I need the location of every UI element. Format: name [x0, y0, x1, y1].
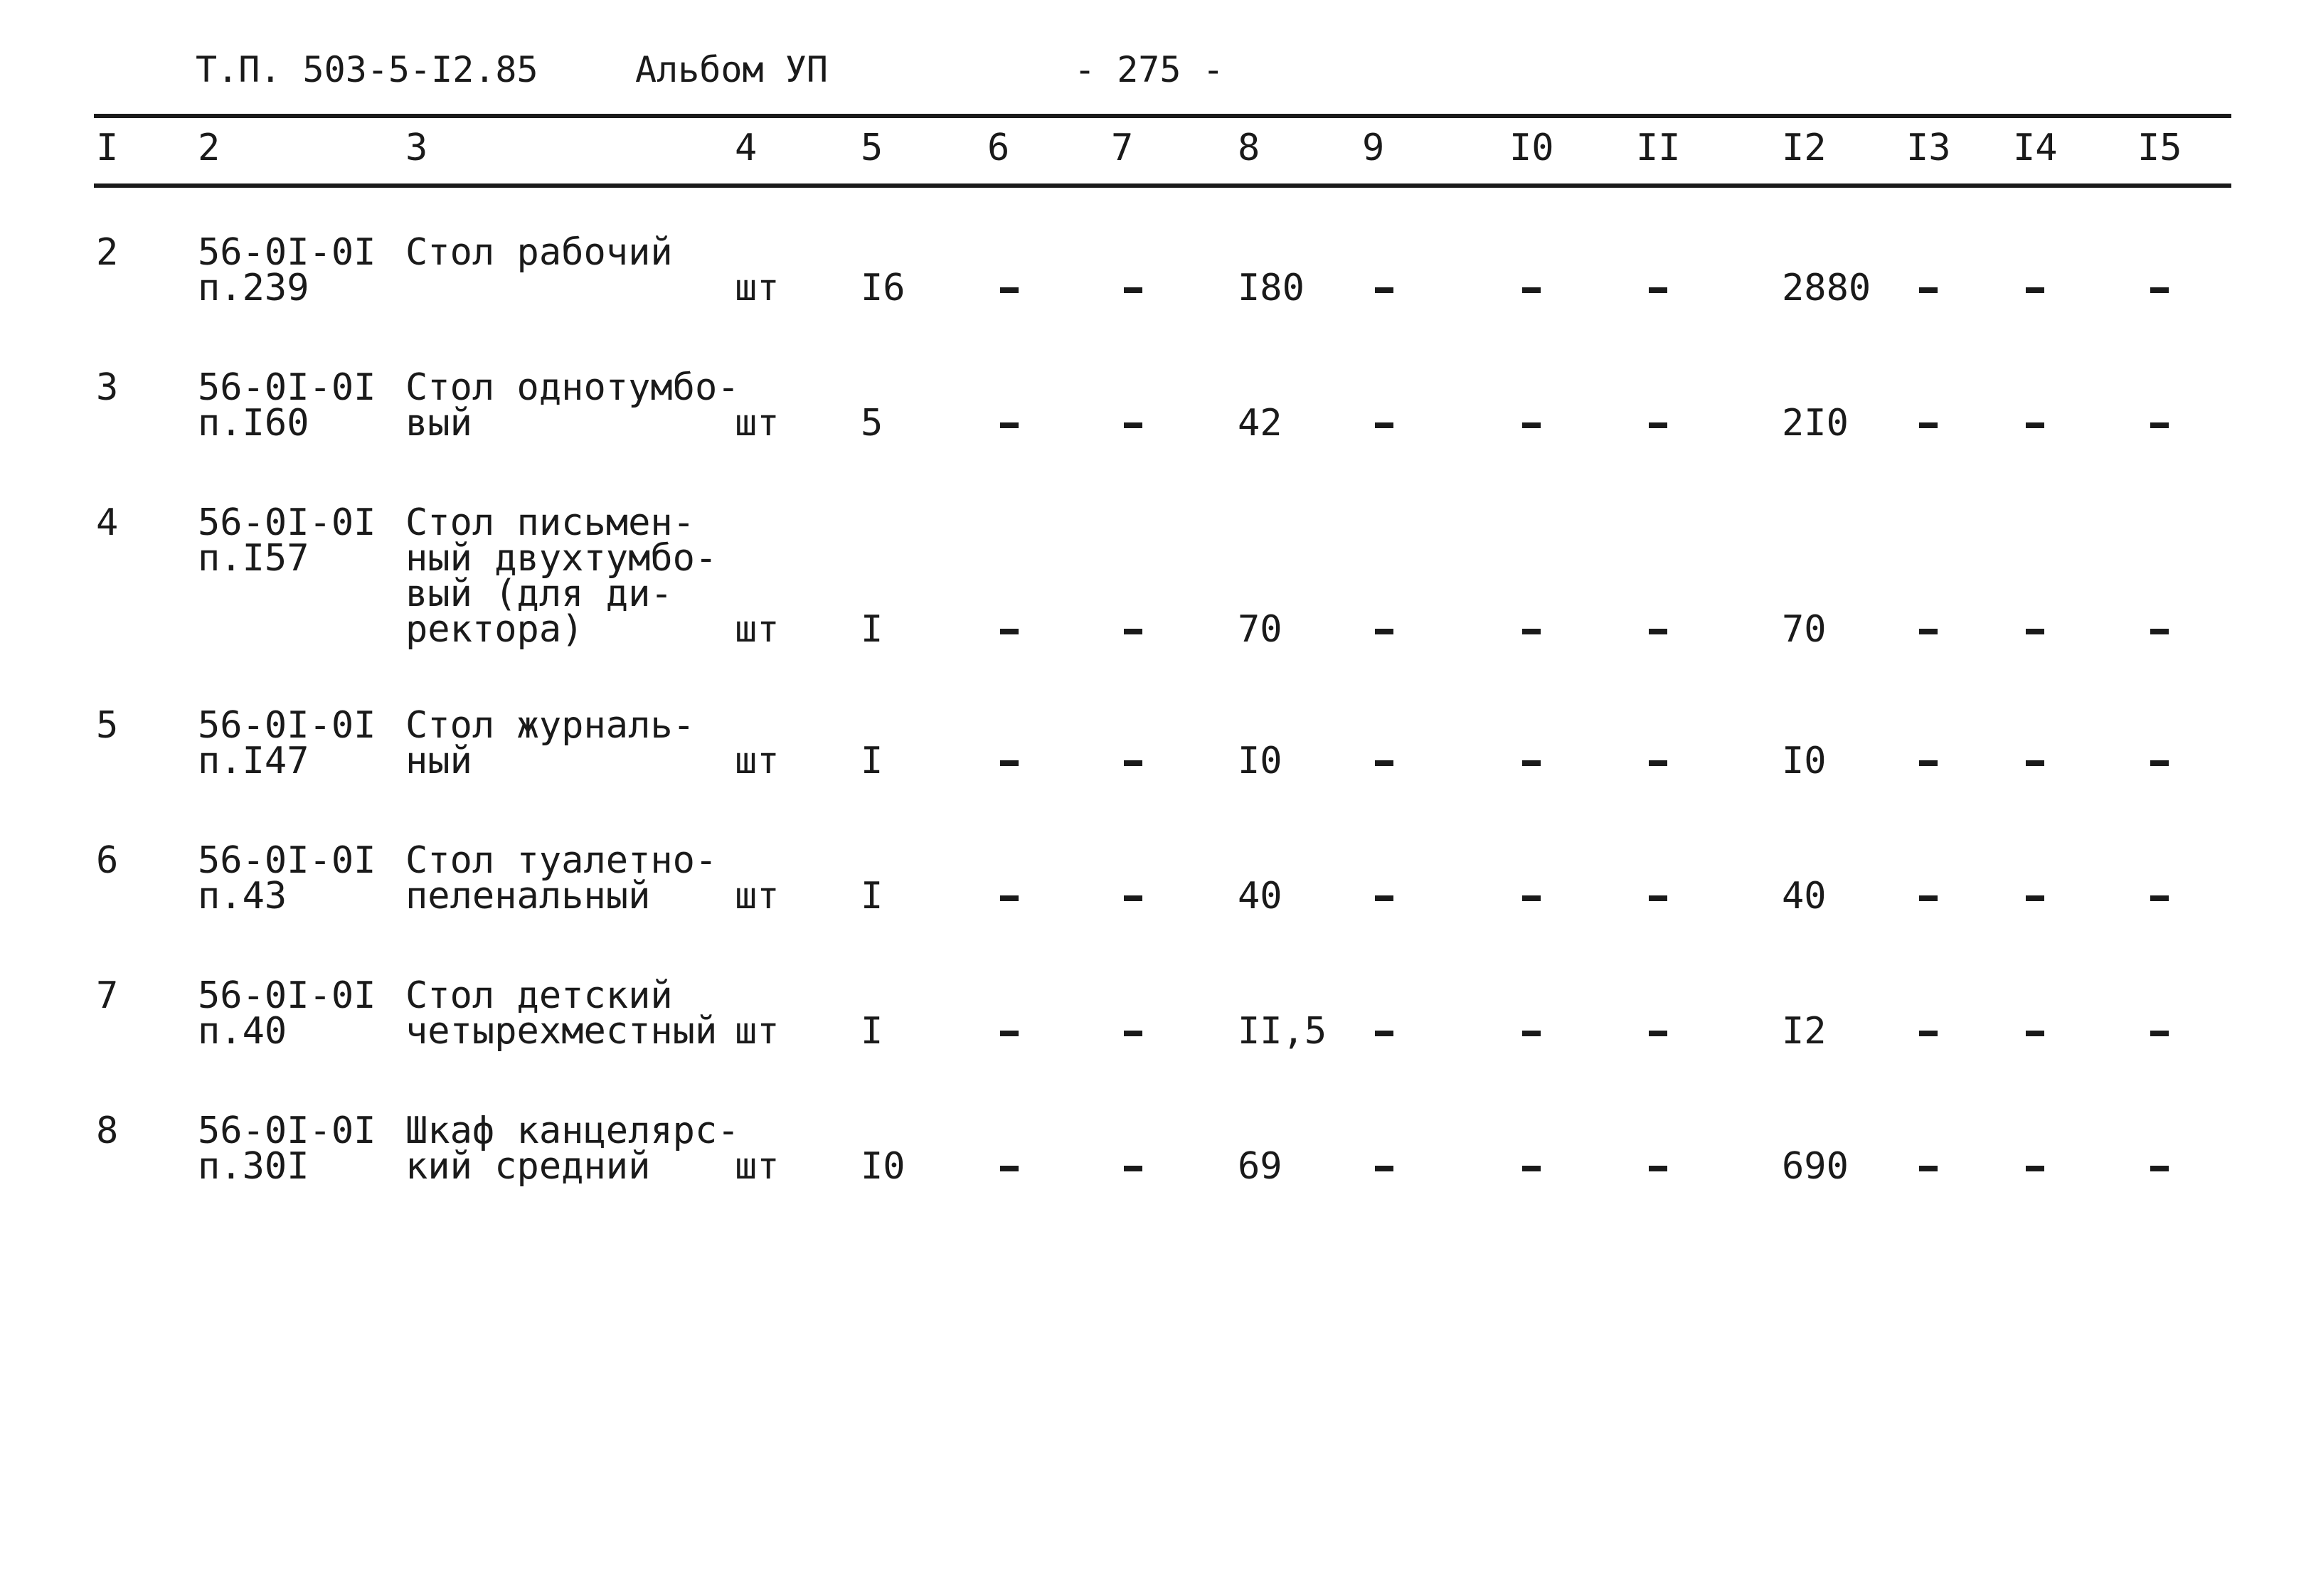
dash-mark: [1649, 629, 1667, 634]
dash-mark: [2026, 1166, 2044, 1171]
column-8-value: 40: [1238, 875, 1282, 917]
dash-mark: [2026, 629, 2044, 634]
column-number: 6: [987, 127, 1010, 169]
catalog-code: 56-0I-0I: [198, 704, 376, 747]
column-number: 2: [198, 127, 221, 169]
catalog-code: п.40: [198, 1010, 287, 1053]
table-row: [0, 839, 2311, 978]
catalog-code: п.I57: [198, 537, 309, 580]
dash-mark: [1375, 422, 1393, 428]
dash-mark: [1124, 629, 1142, 634]
dash-mark: [1000, 895, 1019, 901]
item-name: Стол детский: [405, 974, 673, 1017]
dash-mark: [1124, 895, 1142, 901]
top-rule: [94, 114, 2231, 118]
dash-mark: [2026, 287, 2044, 293]
column-number: I3: [1906, 127, 1951, 169]
unit-cell: шт: [735, 402, 780, 445]
column-number: I: [96, 127, 119, 169]
album-label: Альбом УП: [635, 49, 828, 90]
page-number: - 275 -: [1074, 49, 1224, 90]
item-name: Стол журналь-: [405, 704, 695, 747]
dash-mark: [1919, 629, 1938, 634]
item-name: вый (для ди-: [405, 573, 673, 615]
table-row: [0, 704, 2311, 843]
catalog-code: 56-0I-0I: [198, 366, 376, 409]
dash-mark: [1000, 1031, 1019, 1036]
column-12-value: 70: [1782, 608, 1827, 651]
item-name: Стол рабочий: [405, 231, 673, 274]
row-number: 4: [96, 501, 119, 544]
row-number: 7: [96, 974, 119, 1017]
unit-cell: шт: [735, 608, 780, 651]
column-number: II: [1636, 127, 1681, 169]
column-8-value: I0: [1238, 740, 1282, 782]
catalog-code: п.I60: [198, 402, 309, 445]
catalog-code: 56-0I-0I: [198, 1110, 376, 1152]
item-name: Стол письмен-: [405, 501, 695, 544]
column-number: I2: [1782, 127, 1827, 169]
doc-code: Т.П. 503-5-I2.85: [196, 49, 538, 90]
dash-mark: [1375, 287, 1393, 293]
item-name: вый: [405, 402, 472, 445]
dash-mark: [2150, 1166, 2169, 1171]
column-number: 8: [1238, 127, 1260, 169]
quantity-cell: I: [861, 875, 883, 917]
unit-cell: шт: [735, 875, 780, 917]
dash-mark: [1375, 629, 1393, 634]
dash-mark: [1375, 760, 1393, 766]
column-8-value: 69: [1238, 1145, 1282, 1188]
item-name: Стол туалетно-: [405, 839, 718, 882]
catalog-code: 56-0I-0I: [198, 974, 376, 1017]
column-8-value: II,5: [1238, 1010, 1327, 1053]
dash-mark: [1124, 1166, 1142, 1171]
dash-mark: [2026, 895, 2044, 901]
dash-mark: [1522, 1166, 1541, 1171]
table-row: [0, 231, 2311, 370]
dash-mark: [1124, 422, 1142, 428]
dash-mark: [1000, 287, 1019, 293]
catalog-code: 56-0I-0I: [198, 839, 376, 882]
quantity-cell: I: [861, 740, 883, 782]
dash-mark: [1375, 1031, 1393, 1036]
quantity-cell: I: [861, 1010, 883, 1053]
dash-mark: [1522, 760, 1541, 766]
item-name: ный: [405, 740, 472, 782]
column-8-value: 70: [1238, 608, 1282, 651]
row-number: 5: [96, 704, 119, 747]
dash-mark: [1649, 760, 1667, 766]
catalog-code: 56-0I-0I: [198, 501, 376, 544]
dash-mark: [1649, 422, 1667, 428]
quantity-cell: I: [861, 608, 883, 651]
quantity-cell: I0: [861, 1145, 905, 1188]
dash-mark: [1375, 1166, 1393, 1171]
item-name: кий средний: [405, 1145, 651, 1188]
column-8-value: 42: [1238, 402, 1282, 445]
dash-mark: [1124, 760, 1142, 766]
dash-mark: [1919, 895, 1938, 901]
column-12-value: 690: [1782, 1145, 1849, 1188]
dash-mark: [1649, 1031, 1667, 1036]
row-number: 3: [96, 366, 119, 409]
dash-mark: [2026, 1031, 2044, 1036]
unit-cell: шт: [735, 1145, 780, 1188]
dash-mark: [2150, 895, 2169, 901]
dash-mark: [1649, 287, 1667, 293]
dash-mark: [1522, 287, 1541, 293]
row-number: 8: [96, 1110, 119, 1152]
dash-mark: [1649, 895, 1667, 901]
unit-cell: шт: [735, 740, 780, 782]
column-12-value: I2: [1782, 1010, 1827, 1053]
dash-mark: [1919, 422, 1938, 428]
dash-mark: [1000, 629, 1019, 634]
row-number: 6: [96, 839, 119, 882]
item-name: Шкаф канцелярс-: [405, 1110, 740, 1152]
dash-mark: [1919, 287, 1938, 293]
dash-mark: [1522, 629, 1541, 634]
dash-mark: [1124, 1031, 1142, 1036]
dash-mark: [1919, 1166, 1938, 1171]
header-bottom-rule: [94, 183, 2231, 188]
dash-mark: [2150, 760, 2169, 766]
dash-mark: [1000, 760, 1019, 766]
table-row: [0, 501, 2311, 651]
table-row: [0, 366, 2311, 505]
column-12-value: I0: [1782, 740, 1827, 782]
column-number: 3: [405, 127, 428, 169]
dash-mark: [1375, 895, 1393, 901]
dash-mark: [2150, 422, 2169, 428]
item-name: четырехместный: [405, 1010, 718, 1053]
table-row: [0, 1110, 2311, 1248]
column-8-value: I80: [1238, 267, 1305, 309]
column-number: 9: [1362, 127, 1385, 169]
dash-mark: [2150, 287, 2169, 293]
item-name: ный двухтумбо-: [405, 537, 718, 580]
quantity-cell: 5: [861, 402, 883, 445]
dash-mark: [2150, 1031, 2169, 1036]
item-name: пеленальный: [405, 875, 651, 917]
dash-mark: [1649, 1166, 1667, 1171]
column-number: 7: [1111, 127, 1134, 169]
dash-mark: [1919, 760, 1938, 766]
unit-cell: шт: [735, 267, 780, 309]
dash-mark: [2026, 422, 2044, 428]
catalog-code: п.43: [198, 875, 287, 917]
column-12-value: 40: [1782, 875, 1827, 917]
catalog-code: 56-0I-0I: [198, 231, 376, 274]
item-name: ректора): [405, 608, 584, 651]
dash-mark: [2026, 760, 2044, 766]
dash-mark: [1000, 1166, 1019, 1171]
table-row: [0, 974, 2311, 1113]
item-name: Стол однотумбо-: [405, 366, 740, 409]
column-number: 5: [861, 127, 883, 169]
dash-mark: [1000, 422, 1019, 428]
column-12-value: 2880: [1782, 267, 1871, 309]
column-number: I0: [1509, 127, 1554, 169]
dash-mark: [1522, 895, 1541, 901]
dash-mark: [1124, 287, 1142, 293]
column-number: I4: [2013, 127, 2058, 169]
dash-mark: [2150, 629, 2169, 634]
column-12-value: 2I0: [1782, 402, 1849, 445]
column-number: I5: [2137, 127, 2182, 169]
catalog-code: п.30I: [198, 1145, 309, 1188]
dash-mark: [1919, 1031, 1938, 1036]
row-number: 2: [96, 231, 119, 274]
dash-mark: [1522, 422, 1541, 428]
quantity-cell: I6: [861, 267, 905, 309]
catalog-code: п.239: [198, 267, 309, 309]
catalog-code: п.I47: [198, 740, 309, 782]
dash-mark: [1522, 1031, 1541, 1036]
unit-cell: шт: [735, 1010, 780, 1053]
column-number: 4: [735, 127, 758, 169]
